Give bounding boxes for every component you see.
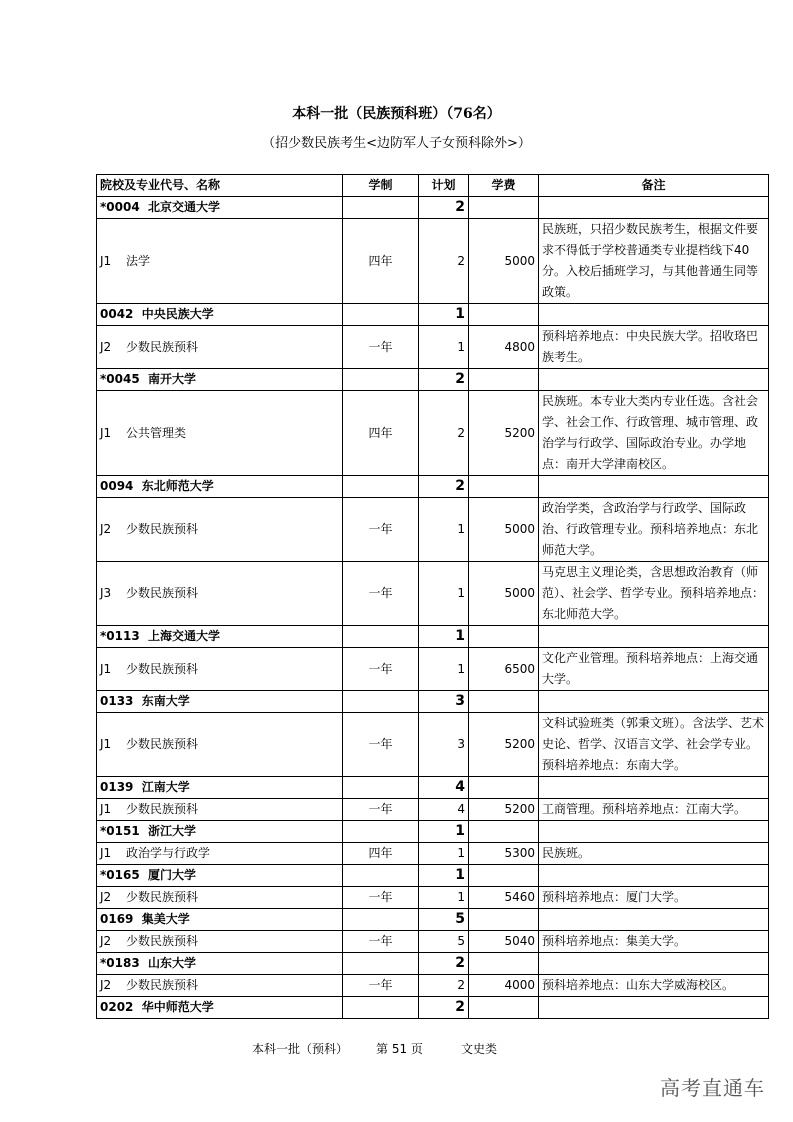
major-duration: 一年: [343, 326, 419, 369]
university-row: [97, 691, 769, 713]
footer-page-number: 第 51 页: [376, 1042, 423, 1056]
major-duration: 一年: [343, 498, 419, 562]
university-duration: [343, 909, 419, 931]
university-plan: 1: [419, 626, 469, 648]
university-note: [539, 626, 769, 648]
university-name: 东南大学: [141, 694, 190, 708]
table-header-row: [97, 175, 769, 197]
university-duration: [343, 304, 419, 326]
page-title: 本科一批（民族预科班）（76名）: [292, 106, 501, 122]
major-duration: 一年: [343, 648, 419, 691]
major-code: J1: [100, 425, 112, 440]
major-note: 预科培养地点：山东大学威海校区。: [539, 975, 769, 997]
university-note: [539, 909, 769, 931]
university-code: *0004: [100, 200, 140, 214]
university-note: [539, 369, 769, 391]
major-code: J1: [100, 737, 112, 751]
university-row: [97, 197, 769, 219]
major-name-cell: [97, 975, 343, 997]
major-name: 少数民族预科: [126, 978, 199, 992]
university-name-cell: [97, 197, 343, 219]
university-note: [539, 953, 769, 975]
university-code: *0113: [100, 629, 140, 643]
major-row: [97, 843, 769, 865]
major-row: [97, 562, 769, 626]
major-tuition: 5200: [469, 391, 539, 476]
major-row: [97, 648, 769, 691]
header-plan: 计划: [419, 175, 469, 197]
major-row: [97, 713, 769, 777]
university-code: 0042: [100, 307, 134, 321]
major-name-cell: [97, 713, 343, 777]
university-note: [539, 476, 769, 498]
university-duration: [343, 953, 419, 975]
major-plan: 1: [419, 498, 469, 562]
major-row: [97, 975, 769, 997]
university-row: [97, 821, 769, 843]
major-note: 预科培养地点：集美大学。: [539, 931, 769, 953]
university-name: 东北师范大学: [141, 479, 214, 493]
university-name-cell: [97, 691, 343, 713]
university-duration: [343, 476, 419, 498]
major-code: J1: [100, 661, 112, 676]
university-code: 0169: [100, 912, 134, 926]
major-tuition: 4000: [469, 975, 539, 997]
university-tuition: [469, 691, 539, 713]
major-row: [97, 391, 769, 476]
university-note: [539, 691, 769, 713]
major-row: [97, 326, 769, 369]
university-plan: 2: [419, 997, 469, 1019]
university-tuition: [469, 626, 539, 648]
major-duration: 四年: [343, 391, 419, 476]
university-note: [539, 821, 769, 843]
university-duration: [343, 197, 419, 219]
major-note: 预科培养地点：中央民族大学。招收珞巴族考生。: [539, 326, 769, 369]
major-name: 少数民族预科: [126, 890, 199, 904]
major-tuition: 5300: [469, 843, 539, 865]
university-duration: [343, 691, 419, 713]
university-name: 南开大学: [148, 372, 197, 386]
major-plan: 2: [419, 219, 469, 304]
major-name-cell: [97, 799, 343, 821]
major-code: J1: [100, 253, 112, 268]
university-plan: 1: [419, 304, 469, 326]
university-name-cell: [97, 909, 343, 931]
major-name-cell: [97, 219, 343, 304]
major-note: 民族班。: [539, 843, 769, 865]
major-row: [97, 498, 769, 562]
university-row: [97, 909, 769, 931]
university-duration: [343, 369, 419, 391]
university-name-cell: [97, 369, 343, 391]
university-plan: 2: [419, 197, 469, 219]
major-tuition: 5000: [469, 498, 539, 562]
university-name-cell: [97, 953, 343, 975]
footer-category: 文史类: [461, 1042, 498, 1056]
watermark-text: 高考直通车: [660, 1076, 765, 1100]
major-row: [97, 799, 769, 821]
major-code: J2: [100, 522, 112, 536]
header-name: 院校及专业代号、名称: [97, 175, 343, 197]
university-name: 江南大学: [141, 780, 190, 794]
major-duration: 一年: [343, 931, 419, 953]
major-tuition: 5460: [469, 887, 539, 909]
major-row: [97, 887, 769, 909]
university-note: [539, 304, 769, 326]
university-row: [97, 997, 769, 1019]
major-code: J2: [100, 934, 112, 948]
major-code: J1: [100, 846, 112, 860]
major-note: 工商管理。预科培养地点：江南大学。: [539, 799, 769, 821]
major-row: [97, 931, 769, 953]
major-name: 少数民族预科: [126, 802, 199, 816]
university-plan: 1: [419, 821, 469, 843]
major-plan: 1: [419, 562, 469, 626]
university-plan: 2: [419, 953, 469, 975]
university-code: 0094: [100, 479, 134, 493]
major-duration: 四年: [343, 843, 419, 865]
university-row: [97, 626, 769, 648]
major-name: 法学: [126, 253, 151, 268]
university-duration: [343, 997, 419, 1019]
major-tuition: 5000: [469, 562, 539, 626]
major-name-cell: [97, 843, 343, 865]
university-name: 山东大学: [148, 956, 197, 970]
major-code: J2: [100, 339, 112, 354]
major-duration: 一年: [343, 975, 419, 997]
university-name: 上海交通大学: [148, 629, 221, 643]
footer-section: 本科一批（预科）: [252, 1042, 349, 1056]
university-name-cell: [97, 476, 343, 498]
major-plan: 3: [419, 713, 469, 777]
major-name-cell: [97, 498, 343, 562]
header-tuition: 学费: [469, 175, 539, 197]
major-duration: 四年: [343, 219, 419, 304]
major-name-cell: [97, 887, 343, 909]
major-note: 文化产业管理。预科培养地点：上海交通大学。: [539, 648, 769, 691]
university-name-cell: [97, 821, 343, 843]
university-name: 中央民族大学: [141, 307, 214, 321]
major-row: [97, 219, 769, 304]
major-plan: 1: [419, 648, 469, 691]
university-name: 浙江大学: [148, 824, 197, 838]
page-subtitle: （招少数民族考生<边防军人子女预科除外>）: [262, 136, 531, 151]
major-name: 少数民族预科: [126, 737, 199, 751]
major-plan: 2: [419, 391, 469, 476]
major-name-cell: [97, 391, 343, 476]
table-body: [97, 197, 769, 1019]
header-duration: 学制: [343, 175, 419, 197]
university-duration: [343, 777, 419, 799]
university-tuition: [469, 197, 539, 219]
university-code: *0183: [100, 956, 140, 970]
university-note: [539, 865, 769, 887]
university-name: 华中师范大学: [141, 1000, 214, 1014]
university-row: [97, 865, 769, 887]
university-tuition: [469, 476, 539, 498]
major-name-cell: [97, 326, 343, 369]
major-code: J2: [100, 890, 112, 904]
major-tuition: 5200: [469, 713, 539, 777]
university-note: [539, 777, 769, 799]
major-plan: 4: [419, 799, 469, 821]
major-code: J2: [100, 978, 112, 992]
university-name-cell: [97, 626, 343, 648]
major-name-cell: [97, 562, 343, 626]
university-row: [97, 476, 769, 498]
university-tuition: [469, 865, 539, 887]
university-tuition: [469, 304, 539, 326]
major-note: 预科培养地点：厦门大学。: [539, 887, 769, 909]
major-note: 文科试验班类（郭秉文班）。含法学、艺术史论、哲学、汉语言文学、社会学专业。预科培养地点：东南大学。: [539, 713, 769, 777]
major-name: 少数民族预科: [126, 586, 199, 600]
university-code: 0133: [100, 694, 134, 708]
major-name: 少数民族预科: [126, 661, 199, 676]
major-duration: 一年: [343, 713, 419, 777]
university-name: 厦门大学: [148, 868, 197, 882]
university-code: *0165: [100, 868, 140, 882]
university-plan: 3: [419, 691, 469, 713]
university-name-cell: [97, 997, 343, 1019]
major-name-cell: [97, 648, 343, 691]
major-plan: 1: [419, 843, 469, 865]
university-note: [539, 997, 769, 1019]
enrollment-plan-table: [96, 174, 769, 1019]
university-name-cell: [97, 304, 343, 326]
university-duration: [343, 821, 419, 843]
header-note: 备注: [539, 175, 769, 197]
university-row: [97, 304, 769, 326]
major-tuition: 5040: [469, 931, 539, 953]
university-name-cell: [97, 865, 343, 887]
major-name: 政治学与行政学: [126, 846, 211, 860]
university-plan: 1: [419, 865, 469, 887]
major-note: 民族班，只招少数民族考生，根据文件要求不得低于学校普通类专业提档线下40分。入校后插班学习，与其他普通生同等政策。: [539, 219, 769, 304]
university-code: *0151: [100, 824, 140, 838]
major-name-cell: [97, 931, 343, 953]
major-plan: 2: [419, 975, 469, 997]
university-tuition: [469, 909, 539, 931]
university-tuition: [469, 997, 539, 1019]
major-plan: 1: [419, 326, 469, 369]
university-row: [97, 369, 769, 391]
university-name: 北京交通大学: [148, 200, 221, 214]
major-name: 少数民族预科: [126, 934, 199, 948]
major-name: 少数民族预科: [126, 522, 199, 536]
major-tuition: 6500: [469, 648, 539, 691]
university-plan: 2: [419, 476, 469, 498]
major-tuition: 5000: [469, 219, 539, 304]
university-row: [97, 953, 769, 975]
major-code: J1: [100, 802, 112, 816]
major-plan: 5: [419, 931, 469, 953]
major-duration: 一年: [343, 799, 419, 821]
major-duration: 一年: [343, 887, 419, 909]
university-plan: 5: [419, 909, 469, 931]
major-tuition: 4800: [469, 326, 539, 369]
university-code: 0139: [100, 780, 134, 794]
university-code: 0202: [100, 1000, 134, 1014]
university-plan: 4: [419, 777, 469, 799]
university-tuition: [469, 953, 539, 975]
major-code: J3: [100, 586, 112, 600]
major-note: 政治学类，含政治学与行政学、国际政治、行政管理专业。预科培养地点：东北师范大学。: [539, 498, 769, 562]
university-name: 集美大学: [141, 912, 190, 926]
university-row: [97, 777, 769, 799]
university-duration: [343, 865, 419, 887]
major-duration: 一年: [343, 562, 419, 626]
university-duration: [343, 626, 419, 648]
major-tuition: 5200: [469, 799, 539, 821]
university-note: [539, 197, 769, 219]
major-name: 公共管理类: [126, 425, 187, 440]
university-code: *0045: [100, 372, 140, 386]
university-tuition: [469, 777, 539, 799]
university-tuition: [469, 821, 539, 843]
major-plan: 1: [419, 887, 469, 909]
university-tuition: [469, 369, 539, 391]
university-name-cell: [97, 777, 343, 799]
major-note: 马克思主义理论类，含思想政治教育（师范）、社会学、哲学专业。预科培养地点：东北师范大学。: [539, 562, 769, 626]
university-plan: 2: [419, 369, 469, 391]
major-name: 少数民族预科: [126, 339, 199, 354]
major-note: 民族班。本专业大类内专业任选。含社会学、社会工作、行政管理、城市管理、政治学与行政学、国际政治专业。办学地点：南开大学津南校区。: [539, 391, 769, 476]
